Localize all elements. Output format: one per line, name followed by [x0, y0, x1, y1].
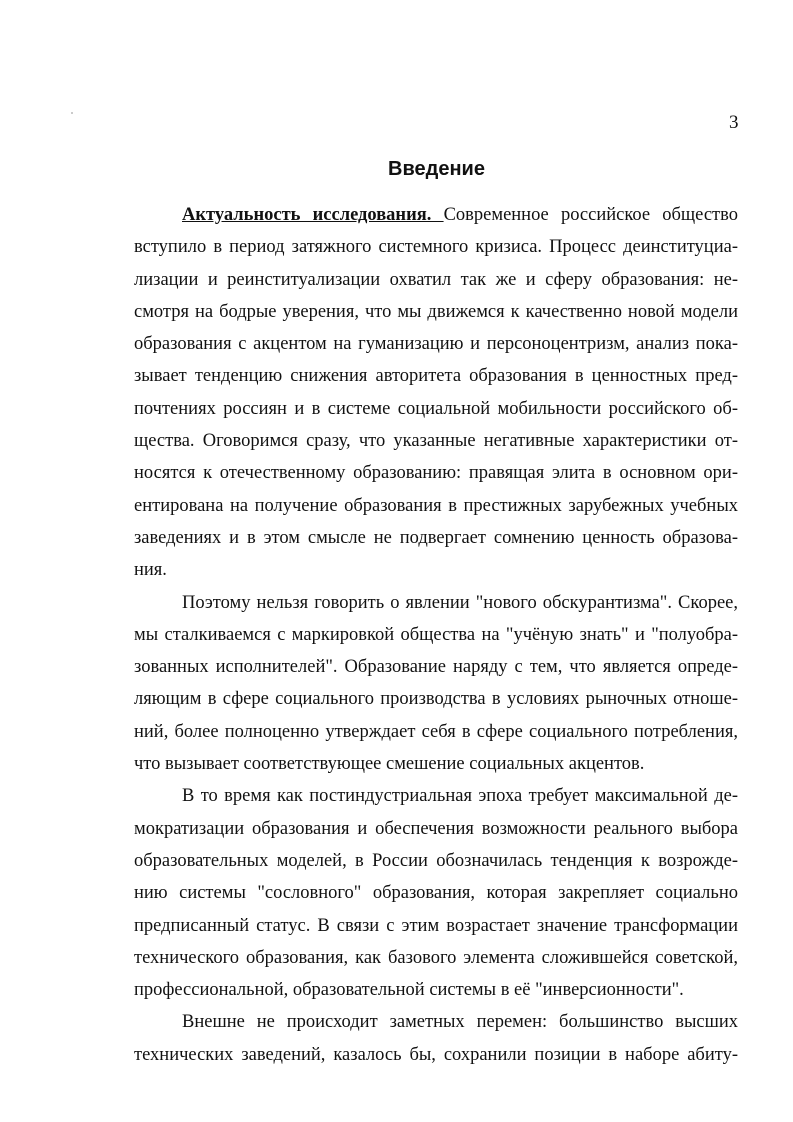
text-line: образования с акцентом на гуманизацию и персоноцентризм, анализ пока-	[134, 334, 738, 355]
text-line: зывает тенденцию снижения авторитета образования в ценностных пред-	[134, 366, 738, 387]
page-title: Введение	[388, 158, 485, 180]
text-line: ния.	[134, 560, 167, 581]
text-line: щества. Оговоримся сразу, что указанные негативные характеристики от-	[134, 431, 738, 452]
text-line: смотря на бодрые уверения, что мы движемся к качественно новой модели	[134, 301, 738, 322]
text-line: нию системы "сословного" образования, которая закрепляет социально	[134, 883, 738, 904]
text-line: профессиональной, образовательной системы в её "инверсионности".	[134, 980, 684, 1001]
paragraph-postindustrial	[134, 780, 738, 1006]
text-line: почтениях россиян и в системе социальной мобильности российского об-	[134, 398, 738, 419]
text-line: зованных исполнителей". Образование наряду с тем, что является опреде-	[134, 657, 738, 678]
text-line: Актуальность исследования. Современное российское общество	[182, 205, 739, 225]
text-line: ний, более полноценно утверждает себя в сфере социального потребления,	[134, 721, 738, 742]
text-line: носятся к отечественному образованию: правящая элита в основном ори-	[134, 463, 738, 484]
text-line: мократизации образования и обеспечения возможности реального выбора	[134, 818, 738, 839]
page-number: 3	[729, 112, 739, 133]
text-line: вступило в период затяжного системного кризиса. Процесс деинституциа-	[134, 237, 738, 258]
text-line: В то время как постиндустриальная эпоха требует максимальной де-	[182, 786, 738, 807]
paragraph-obscurantism	[134, 587, 738, 781]
paragraph-external-changes	[134, 1006, 738, 1071]
paragraph-relevance	[134, 199, 738, 587]
text-line: заведениях и в этом смысле не подвергает сомнению ценность образова-	[134, 527, 738, 548]
text-line: Внешне не происходит заметных перемен: большинство высших	[182, 1012, 738, 1033]
text-line: Поэтому нельзя говорить о явлении "нового обскурантизма". Скорее,	[182, 592, 738, 613]
text-line: предписанный статус. В связи с этим возрастает значение трансформации	[134, 915, 738, 936]
text-line: образовательных моделей, в России обозначилась тенденция к возрожде-	[134, 850, 738, 871]
body-text	[134, 199, 738, 1071]
text-line: ентирована на получение образования в престижных зарубежных учебных	[134, 495, 738, 516]
relevance-heading: Актуальность исследования.	[182, 205, 444, 225]
scan-speck	[71, 112, 73, 114]
text-line: технического образования, как базового элемента сложившейся советской,	[134, 947, 738, 968]
text-line: технических заведений, казалось бы, сохранили позиции в наборе абиту-	[134, 1044, 738, 1065]
text-line: ляющим в сфере социального производства в условиях рыночных отноше-	[134, 689, 738, 710]
text-line: мы сталкиваемся с маркировкой общества на "учёную знать" и "полуобра-	[134, 624, 738, 645]
text-line: что вызывает соответствующее смешение социальных акцентов.	[134, 754, 645, 775]
text-line: лизации и реинституализации охватил так же и сферу образования: не-	[134, 269, 738, 290]
